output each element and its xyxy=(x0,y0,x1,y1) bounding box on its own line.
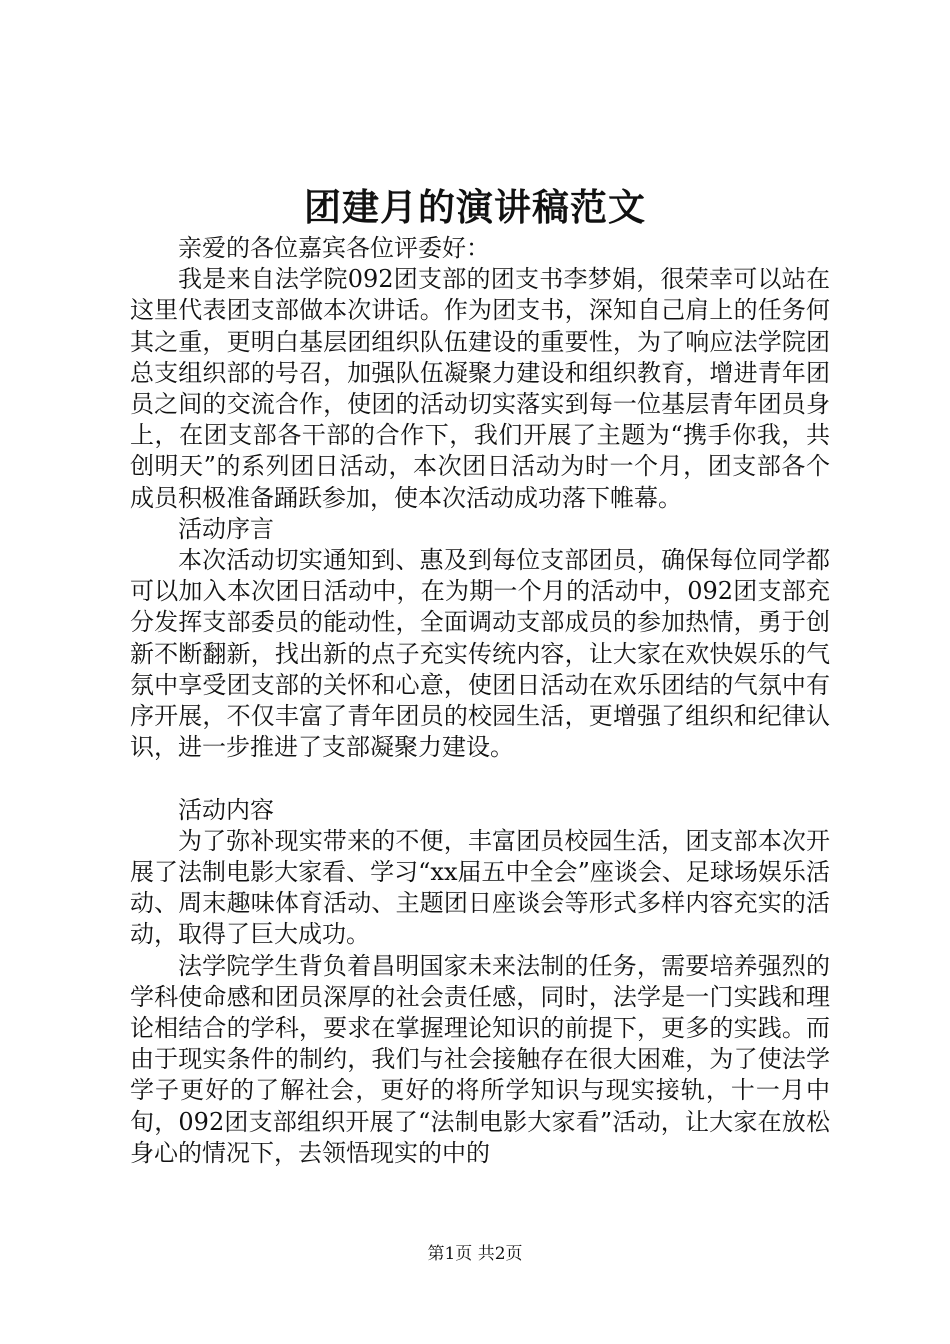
document-title: 团建月的演讲稿范文 xyxy=(304,185,646,229)
page-footer: 第1页 共2页 xyxy=(427,1244,523,1264)
law-school-paragraph: 法学院学生背负着昌明国家未来法制的任务，需要培养强烈的学科使命感和团员深厚的社会责任感，同时，法学是一门实践和理论相结合的学科，要求在掌握理论知识的前提下，更多的实践。而由于现实条件的制约，我们与社会接触存在很大困难，为了使法学学子更好的了解社会，更好的将所学知识与现实接轨，十一月中旬，092团支部组织开展了“法制电影大家看”活动，让大家在放松身心的情况下，去领悟现实的中的 xyxy=(130,951,830,1167)
intro-paragraph: 我是来自法学院092团支部的团支书李梦娟，很荣幸可以站在这里代表团支部做本次讲话。作为团支书，深知自己肩上的任务何其之重，更明白基层团组织队伍建设的重要性，为了响应法学院团总支组织部的号召，加强队伍凝聚力建设和组织教育，增进青年团员之间的交流合作，使团的活动切实落实到每一位基层青年团员身上，在团支部各干部的合作下，我们开展了主题为“携手你我，共创明天”的系列团日活动，本次团日活动为时一个月，团支部各个成员积极准备踊跃参加，使本次活动成功落下帷幕。 xyxy=(130,265,830,512)
greeting-paragraph: 亲爱的各位嘉宾各位评委好： xyxy=(178,234,490,262)
document-body xyxy=(130,233,830,1169)
preface-paragraph: 本次活动切实通知到、惠及到每位支部团员，确保每位同学都可以加入本次团日活动中，在为期一个月的活动中，092团支部充分发挥支部委员的能动性，全面调动支部成员的参加热情，勇于创新不断翻新，找出新的点子充实传统内容，让大家在欢快娱乐的气氛中享受团支部的关怀和心意，使团日活动在欢乐团结的气氛中有序开展，不仅丰富了青年团员的校园生活，更增强了组织和纪律认识，进一步推进了支部凝聚力建设。 xyxy=(130,546,830,762)
section-heading-preface: 活动序言 xyxy=(178,514,274,543)
section-heading-content: 活动内容 xyxy=(178,795,274,824)
paragraph-spacer xyxy=(130,763,830,794)
content-paragraph: 为了弥补现实带来的不便，丰富团员校园生活，团支部本次开展了法制电影大家看、学习“xx届五中全会”座谈会、足球场娱乐活动、周末趣味体育活动、主题团日座谈会等形式多样内容充实的活动，取得了巨大成功。 xyxy=(130,826,830,949)
